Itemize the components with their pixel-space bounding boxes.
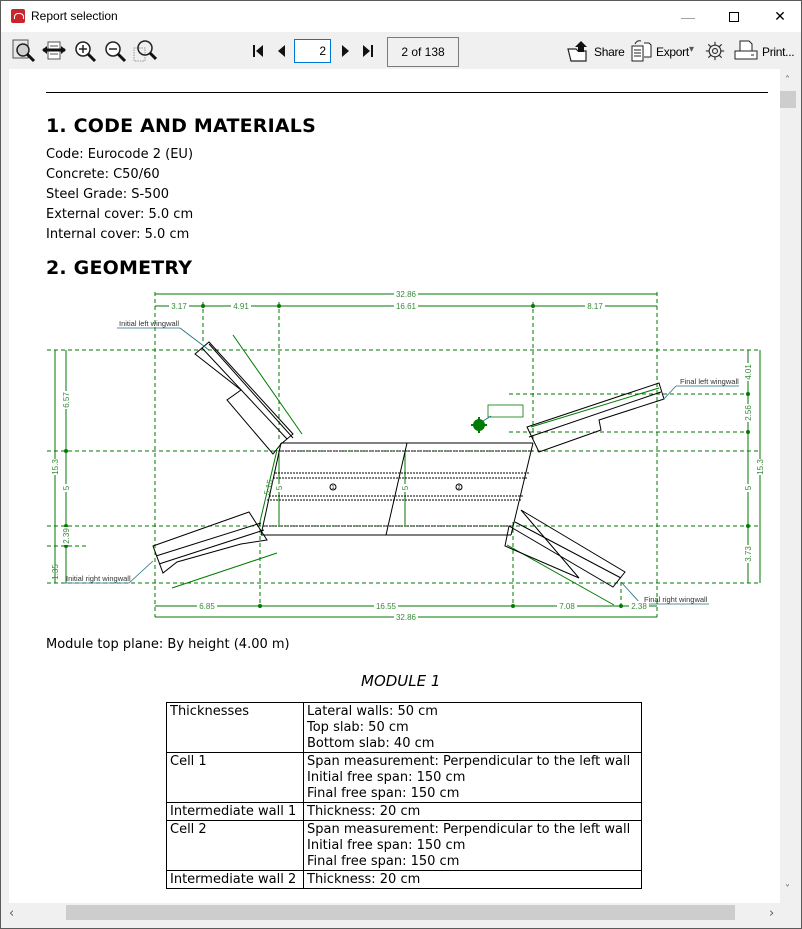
final-left-wingwall-label: Final left wingwall (680, 377, 739, 386)
window-title: Report selection (31, 9, 118, 23)
section-geometry-heading: 2. GEOMETRY (46, 257, 193, 279)
module-table-value-line: Span measurement: Perpendicular to the left wall (307, 754, 631, 769)
previous-page-icon[interactable] (276, 44, 288, 58)
module-table-key: Intermediate wall 2 (167, 871, 304, 889)
dim-left-1: 6.57 (62, 392, 71, 408)
geometry-drawing (9, 282, 780, 642)
export-dropdown-arrow[interactable]: ▾ (689, 44, 694, 55)
module-table-value-line: Top slab: 50 cm (307, 720, 409, 735)
module-table-row (167, 703, 642, 753)
app-logo-icon (11, 9, 25, 23)
dim-bottom-total: 32.86 (395, 613, 417, 622)
dim-bottom-4: 2.38 (631, 602, 647, 611)
dim-bottom-2: 16.55 (375, 602, 397, 611)
module-table-value-line: Thickness: 20 cm (307, 804, 421, 819)
culvert-outline (153, 342, 664, 587)
concrete-line: Concrete: C50/60 (46, 167, 160, 182)
zoom-out-icon[interactable] (103, 39, 127, 63)
export-button[interactable]: Export (656, 45, 689, 59)
vertical-scrollbar[interactable] (780, 69, 801, 903)
module-table-row (167, 753, 642, 803)
next-page-icon[interactable] (339, 44, 351, 58)
last-page-icon[interactable] (362, 44, 374, 58)
zoom-area-icon[interactable] (133, 39, 157, 63)
report-page-viewport (9, 69, 780, 903)
module-table-value (304, 753, 642, 803)
section-code-materials-heading: 1. CODE AND MATERIALS (46, 115, 316, 137)
maximize-button[interactable] (711, 1, 757, 32)
title-bar (1, 1, 801, 32)
cell-1-marker: 1 (331, 485, 335, 491)
internal-cover-line: Internal cover: 5.0 cm (46, 227, 190, 242)
module-table-value (304, 703, 642, 753)
dim-right-4: 3.73 (744, 546, 753, 562)
cell-2-marker: 2 (457, 485, 461, 491)
export-icon[interactable] (629, 39, 653, 63)
dimension-labels (51, 289, 765, 622)
maximize-icon (729, 12, 739, 22)
module-top-plane: Module top plane: By height (4.00 m) (46, 637, 290, 652)
module-table-value-line: Thickness: 20 cm (307, 872, 421, 887)
module-table-key: Cell 2 (167, 821, 304, 871)
module-table-value-line: Span measurement: Perpendicular to the left wall (307, 822, 631, 837)
module-title: MODULE 1 (361, 672, 441, 690)
dim-top-4: 8.17 (587, 302, 603, 311)
reference-point-marker (471, 405, 523, 433)
dim-top-3: 16.61 (395, 302, 417, 311)
dim-bottom-3: 7.08 (559, 602, 575, 611)
module-table-value-line: Lateral walls: 50 cm (307, 704, 438, 719)
initial-right-wingwall-label: Initial right wingwall (66, 574, 131, 583)
dim-cell2-height: 5 (401, 485, 410, 491)
dim-right-3: 5 (744, 485, 753, 491)
fit-width-icon[interactable] (42, 39, 66, 63)
scroll-up-arrow[interactable]: ˄ (785, 75, 790, 86)
module-table-key: Intermediate wall 1 (167, 803, 304, 821)
steel-grade-line: Steel Grade: S-500 (46, 187, 169, 202)
dim-right-2: 2.56 (744, 405, 753, 421)
settings-gear-icon[interactable] (705, 41, 725, 61)
dim-top-2: 4.91 (233, 302, 249, 311)
minimize-button[interactable]: — (681, 8, 695, 25)
scroll-right-arrow[interactable]: › (769, 906, 775, 921)
dim-left-3: 2.39 (62, 528, 71, 544)
module-table-row (167, 803, 642, 821)
zoom-page-icon[interactable] (12, 39, 36, 63)
module-table-value (304, 803, 642, 821)
dim-left-2: 5 (62, 485, 71, 491)
module-table-value (304, 821, 642, 871)
dim-right-total: 15.3 (756, 459, 765, 475)
header-rule (46, 92, 768, 93)
horizontal-scrollbar[interactable] (1, 903, 801, 925)
dim-top-1: 3.17 (171, 302, 187, 311)
close-button[interactable]: ✕ (774, 8, 786, 24)
printer-icon[interactable] (734, 39, 758, 63)
horizontal-scroll-thumb[interactable] (66, 905, 735, 920)
module-table-value-line: Final free span: 150 cm (307, 854, 460, 869)
external-cover-line: External cover: 5.0 cm (46, 207, 194, 222)
module-table (166, 702, 642, 889)
module-table-key: Cell 1 (167, 753, 304, 803)
module-table-row (167, 871, 642, 889)
page-count: 2 of 138 (387, 37, 459, 67)
module-table-value-line: Initial free span: 150 cm (307, 770, 466, 785)
module-table-key: Thicknesses (167, 703, 304, 753)
module-table-value-line: Final free span: 150 cm (307, 786, 460, 801)
dim-left-total: 15.3 (51, 459, 60, 475)
module-table-value (304, 871, 642, 889)
share-button[interactable]: Share (594, 45, 625, 59)
module-table-value-line: Bottom slab: 40 cm (307, 736, 435, 751)
code-line: Code: Eurocode 2 (EU) (46, 147, 194, 162)
module-table-value-line: Initial free span: 150 cm (307, 838, 466, 853)
scroll-left-arrow[interactable]: ‹ (9, 906, 15, 921)
page-number-input[interactable]: 2 (294, 39, 331, 63)
dim-right-1: 4.01 (744, 364, 753, 380)
dim-bottom-1: 6.85 (199, 602, 215, 611)
module-table-row (167, 821, 642, 871)
dim-left-4: 1.35 (51, 564, 60, 580)
dim-cell1-height: 5 (275, 485, 284, 491)
print-button[interactable]: Print... (762, 45, 795, 59)
final-right-wingwall-label: Final right wingwall (644, 595, 708, 604)
initial-left-wingwall-label: Initial left wingwall (119, 319, 180, 328)
zoom-in-icon[interactable] (73, 39, 97, 63)
vertical-scroll-thumb[interactable] (780, 91, 796, 108)
dim-skew: 5.15 (262, 478, 275, 497)
first-page-icon[interactable] (252, 44, 264, 58)
scroll-down-arrow[interactable]: ˅ (785, 884, 790, 895)
share-icon[interactable] (566, 39, 590, 63)
dim-top-total: 32.86 (395, 290, 417, 299)
